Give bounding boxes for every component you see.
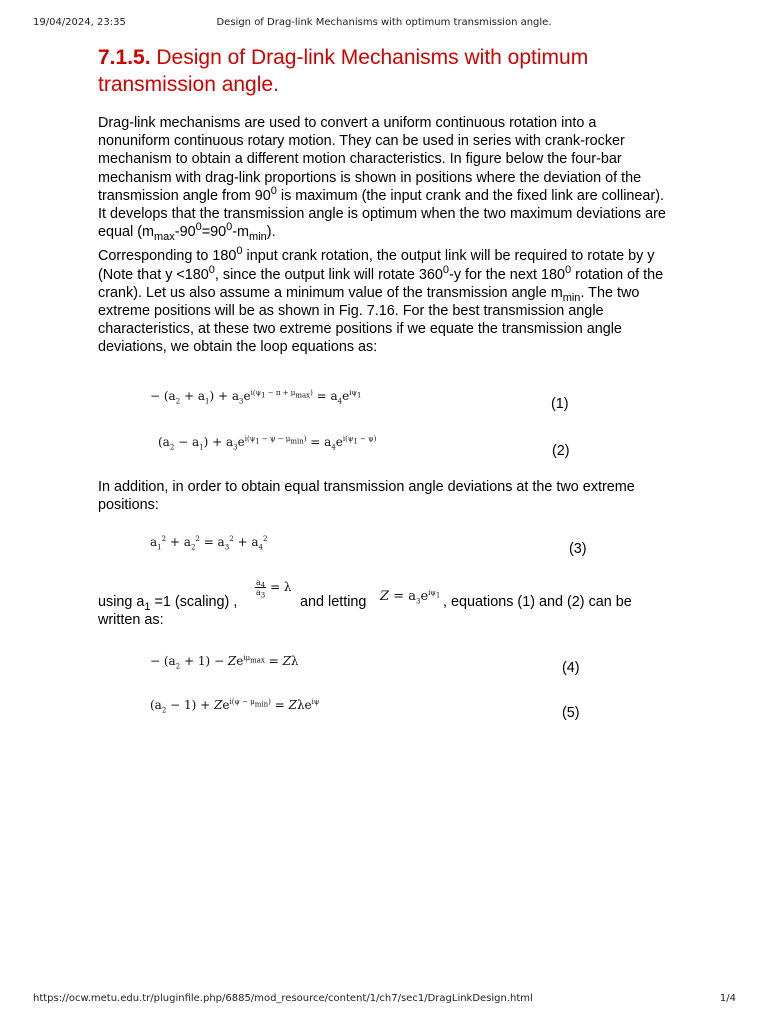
print-header-date: 19/04/2024, 23:35 (33, 17, 126, 28)
print-header-title: Design of Drag-link Mechanisms with optimum transmission angle. (216, 17, 552, 28)
paragraph-equal-deviations: In addition, in order to obtain equal transmission angle deviations at the two extreme positions: (98, 479, 635, 514)
equation-1-image: − $(a_2 + a_1) + a_3e^{i(\psi_1 - \pi + \mu_{max})} = a_4e^{i\psi_1}$ (150, 389, 362, 406)
section-heading (98, 44, 672, 98)
paragraph-intro: Drag-link mechanisms are used to convert a uniform continuous rotation into a nonuniform continuous rotary motion. They can be used in series with crank-rocker mechanism to obtain a different motion characteristics. In figure below the four-bar mechanism with drag-link proportions is shown in positions where the deviation of the transmission angle from $90^0$ is maximum (the input crank and the fixed link are collinear). It develops that the transmission angle is optimum when the two maximum deviations are equal $(m_{max}-90^0=90^0-m_{min})$. (98, 115, 666, 244)
equation-1-number: (1) (551, 396, 569, 412)
print-footer-page-number: 1/4 (719, 993, 736, 1004)
section-title: Design of Drag-link Mechanisms with optimum transmission angle. (98, 46, 589, 96)
equation-5-number: (5) (562, 705, 580, 721)
article-content (98, 44, 672, 357)
equation-4-number: (4) (562, 660, 580, 676)
equation-2-number: (2) (552, 443, 570, 459)
section-number: 7.1.5. (98, 46, 151, 69)
print-footer-url: https://ocw.metu.edu.tr/pluginfile.php/6885/mod_resource/content/1/ch7/sec1/DragLinkDesign.html (33, 993, 533, 1004)
paragraph-scaling-b: and letting (300, 594, 367, 610)
equation-2-image: $(a_2 - a_1) + a_3e^{i(\psi_1 - \psi - \mu_{min})} = a_4e^{i(\psi_1 - \psi)}$ (158, 435, 377, 452)
equation-3-image: $a_1^2 + a_2^2 = a_3^2 + a_4^2$ (150, 535, 268, 552)
ratio-formula-image: $\frac{a_4}{a_3}$ = λ (256, 578, 292, 600)
equation-4-image: − $(a_2 + 1) - Ze^{i\mu_{max}} = Z\lambda$ (150, 654, 299, 671)
paragraph-loop-equations: Corresponding to $180^0$ input crank rotation, the output link will be required to rotate by y (Note that $y <180^0$, since the output link will rotate $360^0-y$ for the next $180^0$ rotation of the crank). Let us also assume a minimum value of the transmission angle $m_{min}$. The two extreme positions will be as shown in Fig. 7.16. For the best transmission angle characteristics, at these two extreme positions if we equate the transmission angle deviations, we obtain the loop equations as: (98, 245, 664, 356)
equation-3-number: (3) (569, 541, 587, 557)
paragraph-scaling-c: , equations (1) and (2) can be written as: (98, 594, 632, 629)
equation-5-image: $(a_2 - 1) + Ze^{i(\psi - \mu_{min})} = Z\lambda e^{i\psi}$ (150, 698, 320, 715)
z-formula-image: $Z = a_3e^{i\psi_1}$ (380, 588, 441, 606)
paragraph-scaling-a: using $a_1 =1$ (scaling) , (98, 594, 238, 613)
